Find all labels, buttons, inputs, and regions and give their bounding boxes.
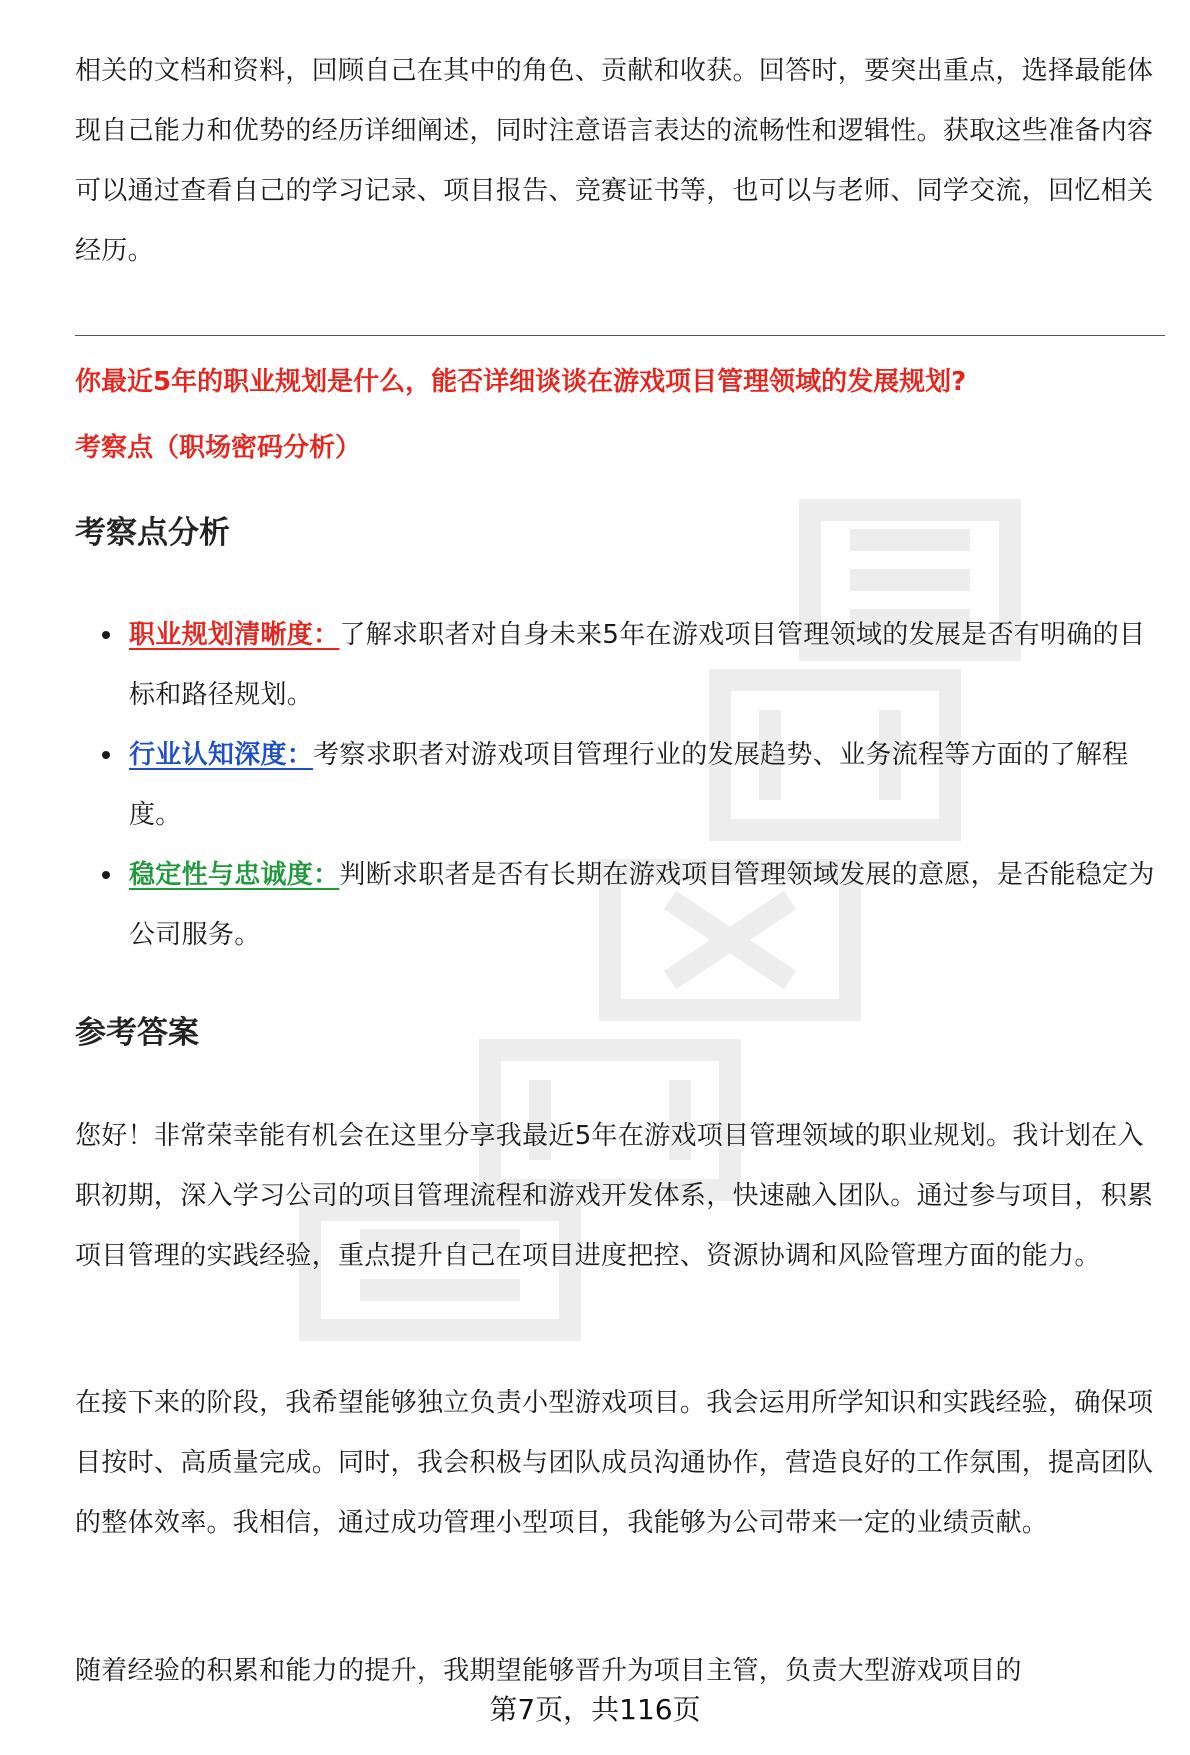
answer-heading: 参考答案	[75, 1015, 199, 1051]
section-divider	[75, 335, 1165, 336]
bullet-dot-icon	[102, 751, 110, 759]
analysis-point-industry-depth	[75, 725, 1165, 845]
page-number: 第7页，共116页	[489, 1693, 701, 1726]
answer-paragraph: 随着经验的积累和能力的提升，我期望能够晋升为项目主管，负责大型游戏项目的	[75, 1656, 1022, 1686]
analysis-points-list	[75, 605, 1165, 965]
analysis-point-stability-loyalty	[75, 845, 1165, 965]
answer-paragraph: 您好！非常荣幸能有机会在这里分享我最近5年在游戏项目管理领域的职业规划。我计划在入职初期，深入学习公司的项目管理流程和游戏开发体系，快速融入团队。通过参与项目，积累项目管理的实践经验，重点提升自己在项目进度把控、资源协调和风险管理方面的能力。	[75, 1121, 1154, 1271]
question-title: 你最近5年的职业规划是什么，能否详细谈谈在游戏项目管理领域的发展规划?	[75, 367, 967, 397]
point-key: 稳定性与忠诚度：	[129, 860, 340, 890]
answer-paragraph: 在接下来的阶段，我希望能够独立负责小型游戏项目。我会运用所学知识和实践经验，确保项目按时、高质量完成。同时，我会积极与团队成员沟通协作，营造良好的工作氛围，提高团队的整体效率。我相信，通过成功管理小型项目，我能够为公司带来一定的业绩贡献。	[75, 1388, 1154, 1538]
bullet-dot-icon	[102, 631, 110, 639]
intro-paragraph: 相关的文档和资料，回顾自己在其中的角色、贡献和收获。回答时，要突出重点，选择最能体现自己能力和优势的经历详细阐述，同时注意语言表达的流畅性和逻辑性。获取这些准备内容可以通过查看自己的学习记录、项目报告、竞赛证书等，也可以与老师、同学交流，回忆相关经历。	[75, 56, 1154, 266]
point-text: 考察求职者对游戏项目管理行业的发展趋势、业务流程等方面的了解程度。	[129, 740, 1129, 830]
bullet-dot-icon	[102, 871, 110, 879]
point-text: 了解求职者对自身未来5年在游戏项目管理领域的发展是否有明确的目标和路径规划。	[129, 620, 1146, 710]
point-text: 判断求职者是否有长期在游戏项目管理领域发展的意愿，是否能稳定为公司服务。	[129, 860, 1155, 950]
analysis-point-career-clarity	[75, 605, 1165, 725]
point-key: 职业规划清晰度：	[129, 620, 340, 650]
point-key: 行业认知深度：	[129, 740, 314, 770]
analysis-heading: 考察点分析	[75, 515, 230, 551]
exam-point-tag: 考察点（职场密码分析）	[75, 433, 362, 463]
